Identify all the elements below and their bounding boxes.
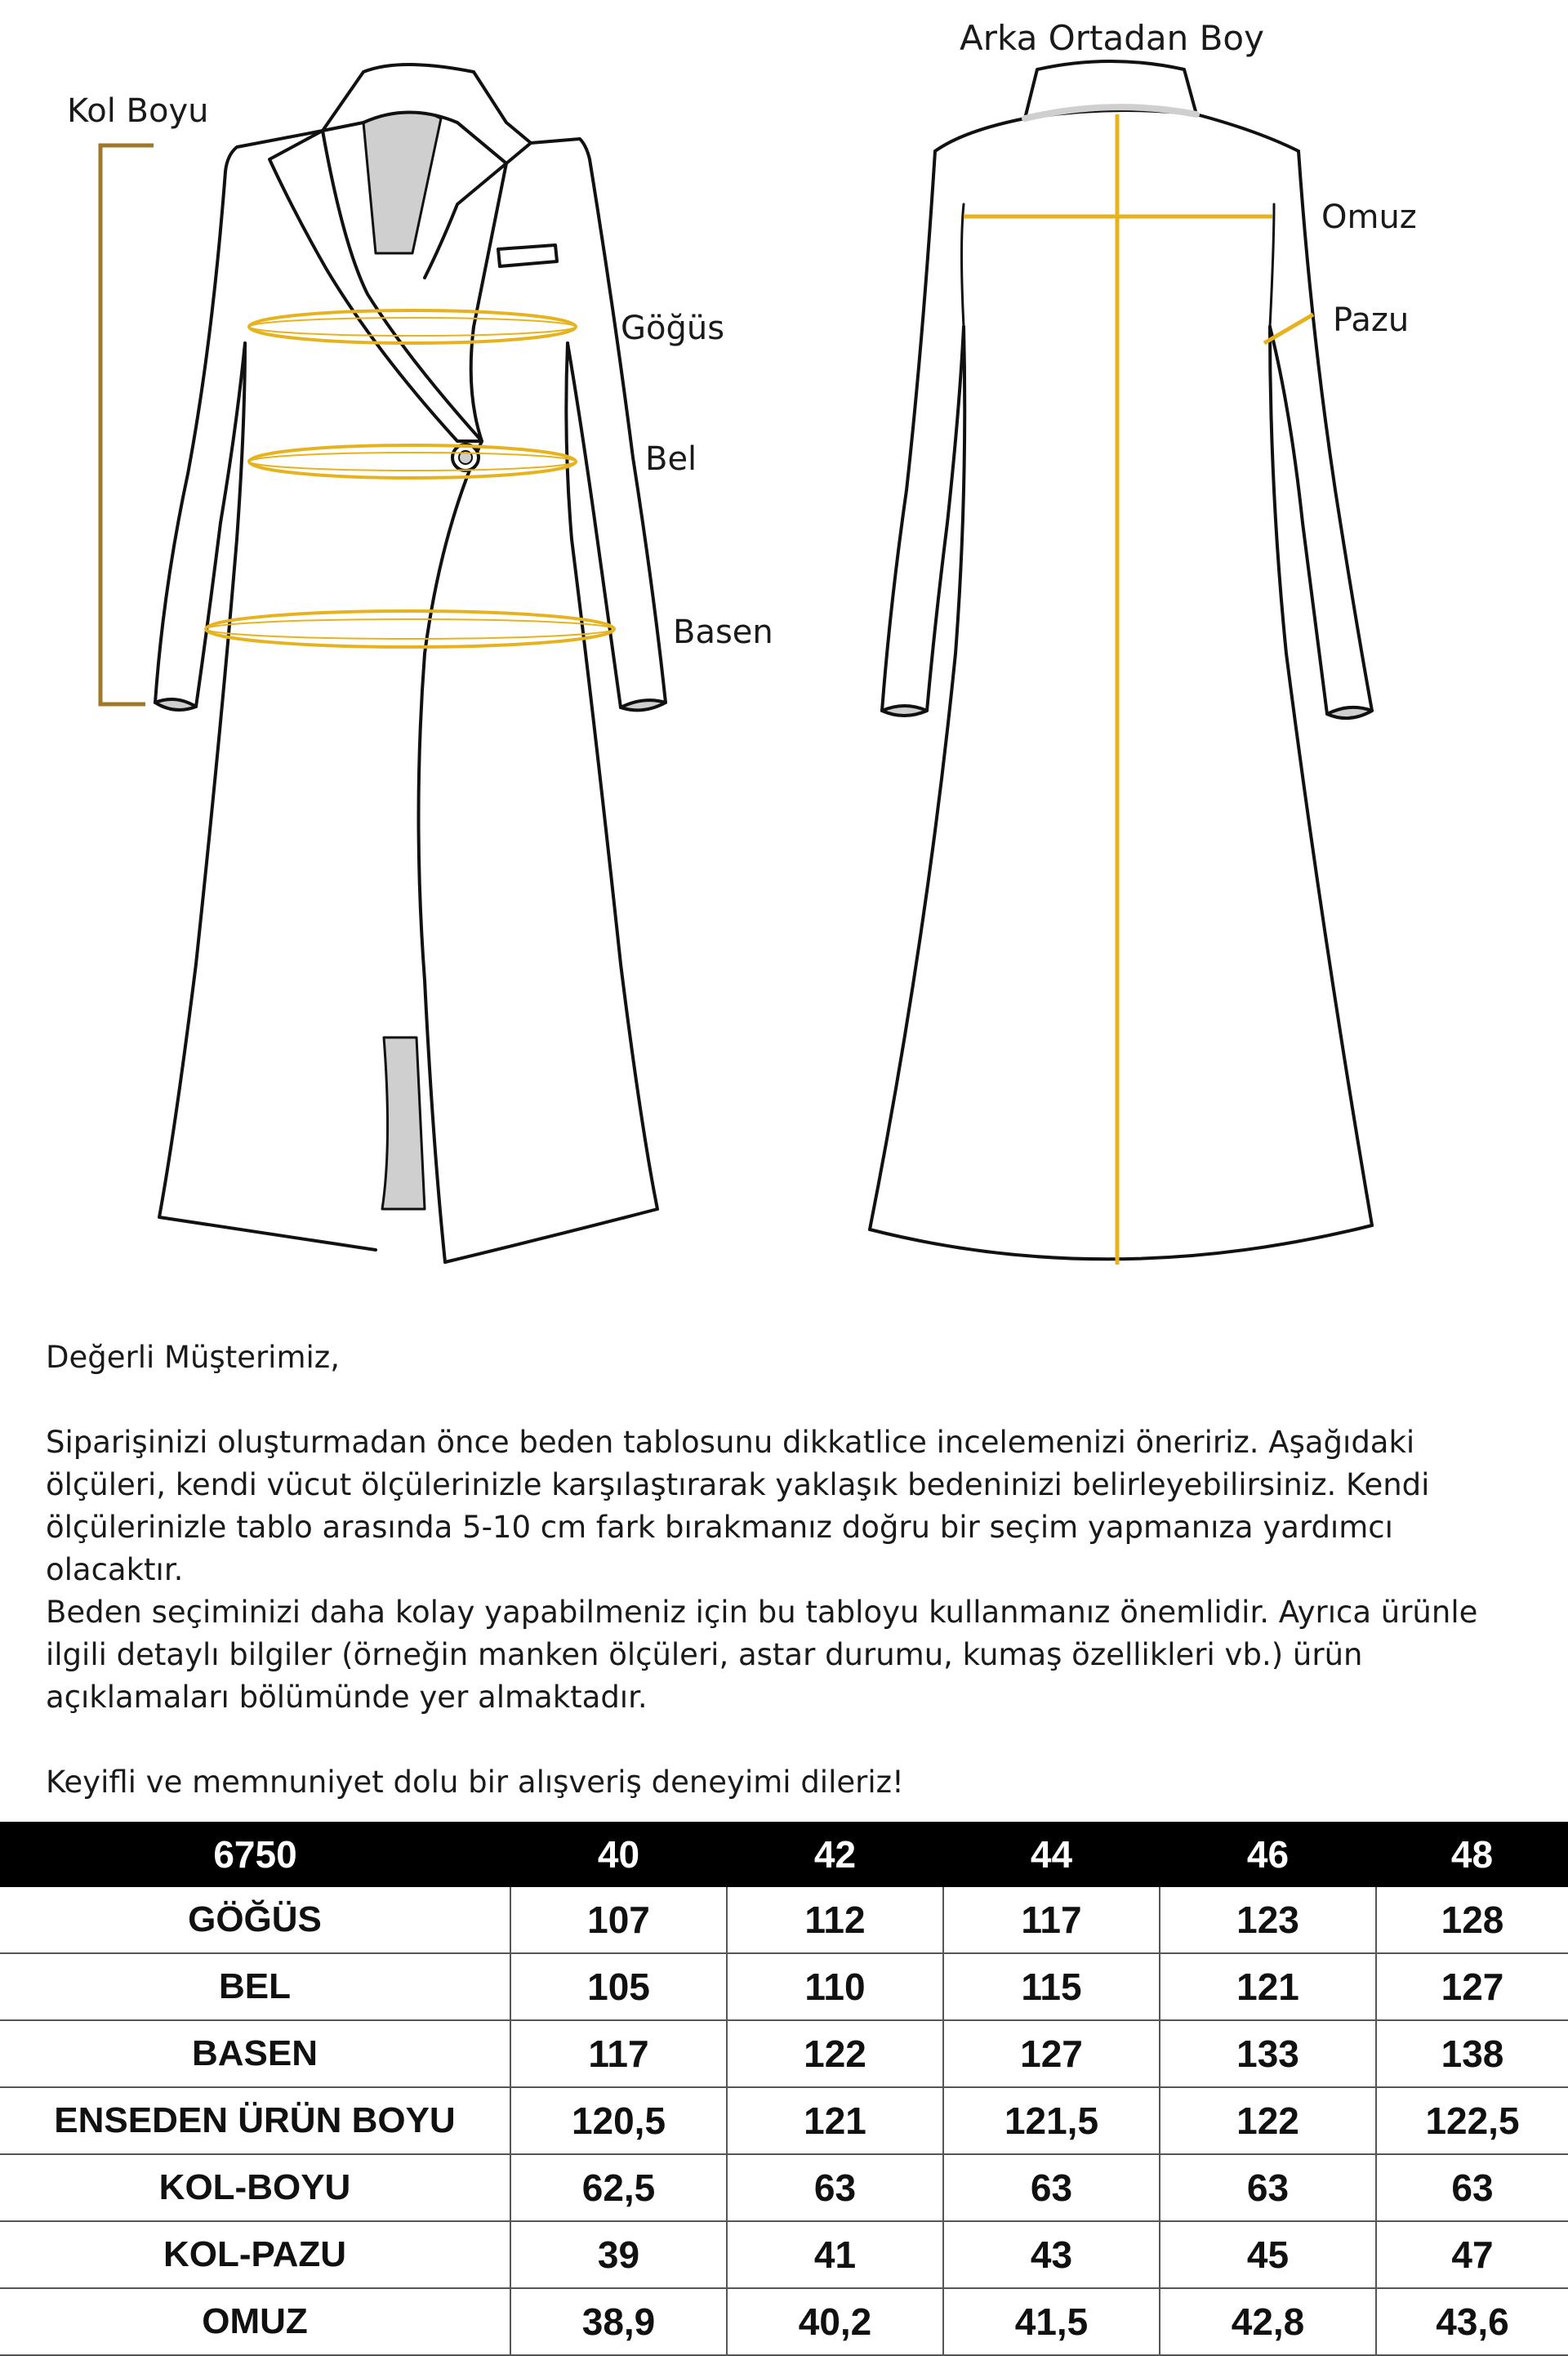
table-cell: 128 [1376,1887,1568,1953]
table-cell: 43 [943,2221,1160,2288]
table-cell: 38,9 [510,2288,727,2355]
table-cell: 127 [1376,1953,1568,2020]
table-cell: 138 [1376,2020,1568,2087]
table-cell: 122 [727,2020,943,2087]
row-label: KOL-BOYU [0,2154,510,2221]
hip-measure-line-inner [206,619,614,639]
chest-label: Göğüs [621,310,725,347]
back-length-label: Arka Ortadan Boy [960,18,1264,58]
table-cell: 121 [727,2087,943,2154]
waist-measure-line-inner [249,453,576,471]
table-cell: 121,5 [943,2087,1160,2154]
upper-arm-label: Pazu [1333,301,1410,339]
front-left-sleeve [155,172,245,707]
table-cell: 39 [510,2221,727,2288]
table-cell: 115 [943,1953,1160,2020]
hip-measure-line [206,611,614,647]
table-cell: 41,5 [943,2288,1160,2355]
row-label: GÖĞÜS [0,1887,510,1953]
table-row [0,1887,1568,1953]
table-cell: 47 [1376,2221,1568,2288]
table-cell: 110 [727,1953,943,2020]
message-paragraph-2: Beden seçiminizi daha kolay yapabilmeniz için bu tabloyu kullanmanız önemlidir. Ayrıca ürünle ilgili detaylı bilgiler (örneğin manken ölçüleri, astar durumu, kumaş özellikleri vb.) ürün açıklamaları bölümünde yer almaktadır. [46,1595,1478,1715]
size-table-header [0,1822,1568,1887]
message-greeting: Değerli Müşterimiz, [46,1340,340,1375]
table-row [0,2288,1568,2355]
chest-measure-line-inner [249,318,576,336]
front-coat-sketch [155,65,666,1262]
table-row [0,2221,1568,2288]
size-header: 48 [1376,1822,1568,1887]
table-cell: 45 [1160,2221,1376,2288]
table-cell: 121 [1160,1953,1376,2020]
row-label: KOL-PAZU [0,2221,510,2288]
table-cell: 122 [1160,2087,1376,2154]
table-cell: 112 [727,1887,943,1953]
size-header: 42 [727,1822,943,1887]
message-paragraph-1: Siparişinizi oluşturmadan önce beden tablosunu dikkatlice incelemenizi öneririz. Aşağıdaki ölçüleri, kendi vücut ölçülerinizle karşılaştırarak yaklaşık bedeninizi belirleyebilirsiniz. Kendi ölçülerinizle tablo arasında 5-10 cm fark bırakmanız doğru bir seçim yapmanıza yardımcı olacaktır. [46,1425,1430,1587]
table-row [0,1953,1568,2020]
table-cell: 122,5 [1376,2087,1568,2154]
waist-measure-line [249,445,576,478]
table-cell: 40,2 [727,2288,943,2355]
table-cell: 62,5 [510,2154,727,2221]
row-label: BASEN [0,2020,510,2087]
row-label: OMUZ [0,2288,510,2355]
table-cell: 105 [510,1953,727,2020]
size-header: 44 [943,1822,1160,1887]
sleeve-length-label: Kol Boyu [67,92,209,130]
size-table [0,1822,1568,2356]
back-coat-sketch [870,61,1372,1259]
waist-label: Bel [645,440,697,478]
shoulder-label: Omuz [1321,199,1417,236]
size-header: 46 [1160,1822,1376,1887]
front-chest-pocket [498,245,557,266]
front-body-right [445,343,657,1262]
back-hem [870,1225,1372,1259]
back-right-cuff [1327,707,1372,718]
table-cell: 127 [943,2020,1160,2087]
front-body-left [159,343,376,1250]
table-cell: 117 [943,1887,1160,1953]
size-header: 40 [510,1822,727,1887]
table-row [0,2087,1568,2154]
table-cell: 43,6 [1376,2288,1568,2355]
table-cell: 63 [727,2154,943,2221]
model-code: 6750 [0,1822,510,1887]
row-label: BEL [0,1953,510,2020]
front-overlap-edge [419,163,507,1262]
back-measurements [964,114,1313,1265]
table-cell: 63 [1376,2154,1568,2221]
customer-message [46,1336,1524,1804]
back-body-left [870,327,964,1229]
table-cell: 63 [1160,2154,1376,2221]
front-collar-lining [363,109,441,253]
front-hem-lining [382,1037,425,1209]
message-closing: Keyifli ve memnuniyet dolu bir alışveriş deneyimi dileriz! [46,1765,904,1800]
hip-label: Basen [673,614,773,651]
table-cell: 42,8 [1160,2288,1376,2355]
table-row [0,2154,1568,2221]
front-left-cuff [155,699,196,710]
back-left-sleeve [882,151,964,711]
table-cell: 63 [943,2154,1160,2221]
table-cell: 123 [1160,1887,1376,1953]
table-cell: 107 [510,1887,727,1953]
table-cell: 117 [510,2020,727,2087]
front-right-cuff [621,700,666,710]
table-cell: 41 [727,2221,943,2288]
back-left-cuff [882,706,927,716]
table-row [0,2020,1568,2087]
sleeve-length-bracket [100,145,154,704]
back-body-right [1270,327,1372,1225]
table-cell: 120,5 [510,2087,727,2154]
row-label: ENSEDEN ÜRÜN BOYU [0,2087,510,2154]
table-cell: 133 [1160,2020,1376,2087]
chest-measure-line [249,310,576,343]
